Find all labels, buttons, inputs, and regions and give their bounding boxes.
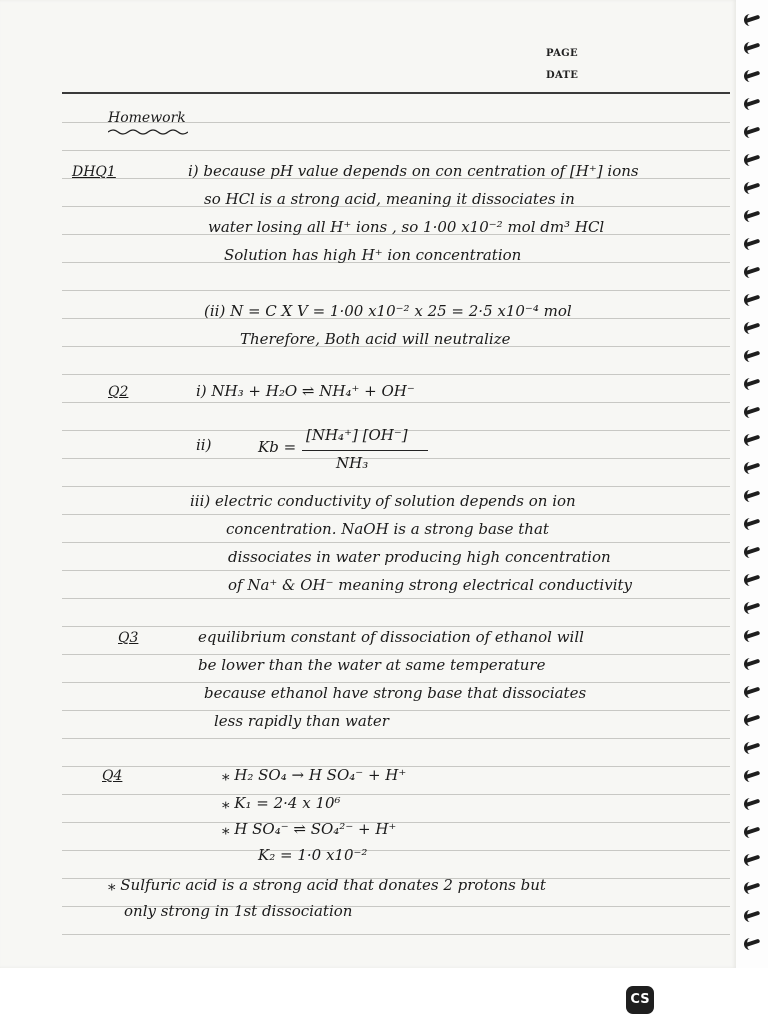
ruled-line (62, 794, 730, 795)
spiral-ring (744, 42, 762, 54)
spiral-ring (744, 826, 762, 838)
spiral-ring (744, 210, 762, 222)
spiral-ring (744, 518, 762, 530)
spiral-ring (744, 686, 762, 698)
q2-line: dissociates in water producing high concentration (228, 548, 611, 566)
ruled-line (62, 738, 730, 739)
spiral-ring (744, 294, 762, 306)
title-underline-squiggle (108, 128, 188, 136)
spiral-ring (744, 602, 762, 614)
ruled-line (62, 486, 730, 487)
kb-denominator: NH₃ (336, 454, 369, 472)
q2-line: concentration. NaOH is a strong base that (226, 520, 549, 538)
q1-line: (ii) N = C X V = 1·00 x10⁻² x 25 = 2·5 x10⁻⁴ mol (204, 302, 572, 320)
q4-line: ⁎ K₁ = 2·4 x 10⁶ (222, 794, 341, 812)
question-label-q2: Q2 (108, 384, 129, 400)
ruled-line (62, 542, 730, 543)
camscanner-logo: CS (626, 986, 654, 1014)
kb-expression (258, 428, 428, 474)
ruled-line (62, 570, 730, 571)
q3-line: less rapidly than water (214, 712, 389, 730)
q1-line: so HCl is a strong acid, meaning it dissociates in (204, 190, 575, 208)
spiral-ring (744, 574, 762, 586)
spiral-ring (744, 490, 762, 502)
spiral-ring (744, 630, 762, 642)
spiral-ring (744, 798, 762, 810)
ruled-line (62, 290, 730, 291)
ruled-line (62, 514, 730, 515)
ruled-line (62, 654, 730, 655)
q1-line: Therefore, Both acid will neutralize (240, 330, 511, 348)
spiral-ring (744, 238, 762, 250)
spiral-ring (744, 854, 762, 866)
header-rule (62, 92, 730, 94)
fraction-bar (302, 450, 428, 451)
q3-line: equilibrium constant of dissociation of ethanol will (198, 628, 584, 646)
spiral-ring (744, 910, 762, 922)
spiral-ring (744, 938, 762, 950)
spiral-ring (744, 770, 762, 782)
q1-line: water losing all H⁺ ions , so 1·00 x10⁻² mol dm³ HCl (208, 218, 605, 236)
spiral-ring (744, 322, 762, 334)
ruled-line (62, 682, 730, 683)
question-label-q3: Q3 (118, 630, 139, 646)
ruled-line (62, 850, 730, 851)
homework-title: Homework (108, 110, 186, 126)
spiral-ring (744, 266, 762, 278)
ruled-line (62, 710, 730, 711)
q4-line: ⁎ H₂ SO₄ → H SO₄⁻ + H⁺ (222, 766, 407, 784)
q4-line: ⁎ H SO₄⁻ ⇌ SO₄²⁻ + H⁺ (222, 820, 397, 838)
ruled-line (62, 150, 730, 151)
ruled-line (62, 598, 730, 599)
spiral-ring (744, 126, 762, 138)
question-label-q4: Q4 (102, 768, 123, 784)
spiral-ring (744, 546, 762, 558)
q2-line: iii) electric conductivity of solution depends on ion (190, 492, 576, 510)
spiral-ring (744, 14, 762, 26)
ruled-line (62, 934, 730, 935)
q2-equation: i) NH₃ + H₂O ⇌ NH₄⁺ + OH⁻ (196, 382, 415, 400)
ruled-line (62, 374, 730, 375)
spiral-ring (744, 406, 762, 418)
spiral-ring (744, 658, 762, 670)
spiral-ring (744, 98, 762, 110)
spiral-ring (744, 742, 762, 754)
q3-line: because ethanol have strong base that dissociates (204, 684, 587, 702)
spiral-ring (744, 714, 762, 726)
kb-numerator: [NH₄⁺] [OH⁻] (306, 426, 408, 444)
q4-conclusion-line: only strong in 1st dissociation (124, 902, 353, 920)
q1-line: Solution has high H⁺ ion concentration (224, 246, 522, 264)
date-label: DATE (546, 70, 579, 81)
spiral-ring (744, 434, 762, 446)
spiral-binding (736, 0, 768, 968)
q3-line: be lower than the water at same temperature (198, 656, 546, 674)
spiral-ring (744, 350, 762, 362)
q1-line: i) because pH value depends on con centration of [H⁺] ions (188, 162, 639, 180)
q2-line: of Na⁺ & OH⁻ meaning strong electrical conductivity (228, 576, 632, 594)
q4-line: K₂ = 1·0 x10⁻² (258, 846, 368, 864)
spiral-ring (744, 70, 762, 82)
spiral-ring (744, 378, 762, 390)
spiral-ring (744, 154, 762, 166)
q2-part-ii-label: ii) (196, 436, 212, 454)
q4-conclusion-line: ⁎ Sulfuric acid is a strong acid that donates 2 protons but (108, 876, 546, 894)
ruled-line (62, 402, 730, 403)
spiral-ring (744, 882, 762, 894)
spiral-ring (744, 182, 762, 194)
kb-symbol: Kb = (258, 438, 297, 456)
spiral-ring (744, 462, 762, 474)
ruled-line (62, 626, 730, 627)
question-label-q1: DHQ1 (72, 164, 116, 180)
page-label: PAGE (546, 48, 578, 59)
